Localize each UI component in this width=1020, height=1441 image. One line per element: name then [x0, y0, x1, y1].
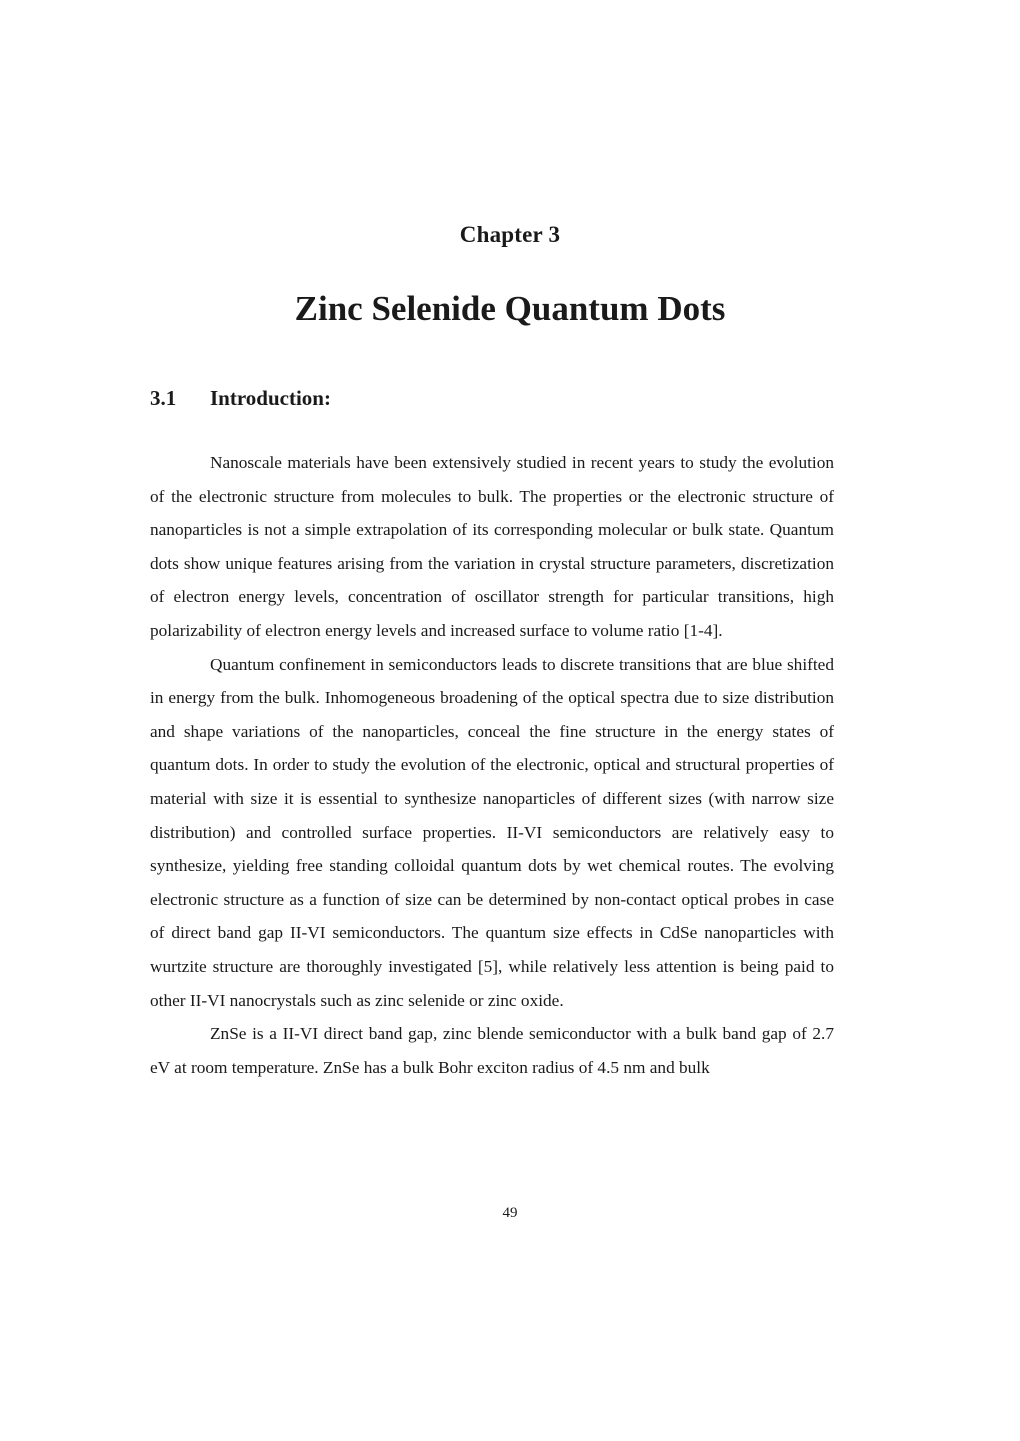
section-number: 3.1	[150, 386, 177, 410]
section-title: Introduction:	[210, 386, 331, 410]
paragraph: ZnSe is a II-VI direct band gap, zinc blende semiconductor with a bulk band gap of 2.7 eV at room temperature. ZnSe has a bulk Bohr exciton radius of 4.5 nm and bulk	[150, 1024, 834, 1077]
body-text	[150, 446, 834, 1084]
paragraph: Nanoscale materials have been extensively studied in recent years to study the evolution of the electronic structure from molecules to bulk. The properties or the electronic structure of nanoparticles is not a simple extrapolation of its corresponding molecular or bulk state. Quantum dots show unique features arising from the variation in crystal structure parameters, discretization of electron energy levels, concentration of oscillator strength for particular transitions, high polarizability of electron energy levels and increased surface to volume ratio [1-4].	[150, 453, 834, 640]
chapter-title: Zinc Selenide Quantum Dots	[294, 289, 726, 328]
chapter-label: Chapter 3	[459, 222, 561, 247]
page-number: 49	[502, 1205, 518, 1221]
paragraph: Quantum confinement in semiconductors leads to discrete transitions that are blue shifted in energy from the bulk. Inhomogeneous broadening of the optical spectra due to size distribution and shape variations of the nanoparticles, conceal the fine structure in the energy states of quantum dots. In order to study the evolution of the electronic, optical and structural properties of material with size it is essential to synthesize nanoparticles of different sizes (with narrow size distribution) and controlled surface properties. II-VI semiconductors are relatively easy to synthesize, yielding free standing colloidal quantum dots by wet chemical routes. The evolving electronic structure as a function of size can be determined by non-contact optical probes in case of direct band gap II-VI semiconductors. The quantum size effects in CdSe nanoparticles with wurtzite structure are thoroughly investigated [5], while relatively less attention is being paid to other II-VI nanocrystals such as zinc selenide or zinc oxide.	[150, 654, 834, 1010]
section-heading	[150, 386, 331, 411]
